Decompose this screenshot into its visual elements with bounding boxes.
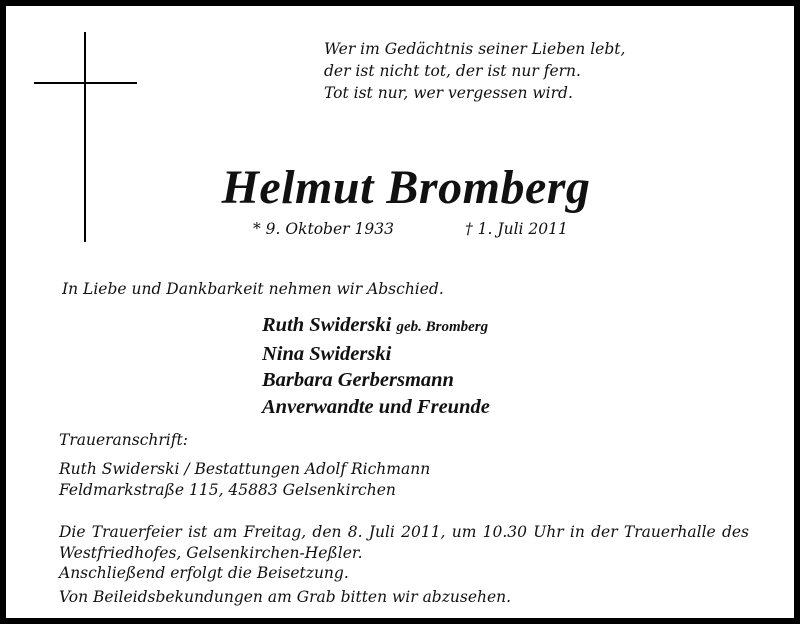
cross-icon-horizontal-bar xyxy=(34,82,137,84)
mourner-entry xyxy=(262,367,490,394)
mourning-address xyxy=(59,459,430,501)
deceased-name: Helmut Bromberg xyxy=(221,161,591,214)
epigraph-line: Tot ist nur, wer vergessen wird. xyxy=(324,84,573,102)
address-line: Ruth Swiderski / Bestattungen Adolf Richmann xyxy=(59,460,431,478)
mourner-name: Nina Swiderski xyxy=(262,342,392,365)
epigraph-line: Wer im Gedächtnis seiner Lieben lebt, xyxy=(324,40,626,58)
epigraph xyxy=(324,38,625,104)
mourner-list xyxy=(262,312,490,420)
service-line: Anschließend erfolgt die Beisetzung. xyxy=(59,564,349,582)
mourner-entry xyxy=(262,394,490,421)
address-line: Feldmarkstraße 115, 45883 Gelsenkirchen xyxy=(59,481,396,499)
address-label: Traueranschrift: xyxy=(59,431,188,449)
mourner-maiden-name: geb. Bromberg xyxy=(396,319,489,335)
funeral-service-info xyxy=(59,522,749,584)
birth-date: * 9. Oktober 1933 xyxy=(253,220,394,238)
closing-line: Von Beileidsbekundungen am Grab bitten wir abzusehen. xyxy=(59,588,512,606)
mourner-entry xyxy=(262,312,490,341)
service-line: Westfriedhofes, Gelsenkirchen-Heßler. xyxy=(59,543,363,562)
mourner-name: Anverwandte und Freunde xyxy=(262,395,490,418)
farewell-line: In Liebe und Dankbarkeit nehmen wir Abschied. xyxy=(62,280,444,298)
death-date: † 1. Juli 2011 xyxy=(465,220,568,238)
epigraph-line: der ist nicht tot, der ist nur fern. xyxy=(324,62,581,80)
mourner-name: Ruth Swiderski xyxy=(262,314,392,336)
mourner-name: Barbara Gerbersmann xyxy=(262,369,454,391)
mourner-entry xyxy=(262,341,490,368)
service-line: Die Trauerfeier ist am Freitag, den 8. Juli 2011, um 10.30 Uhr in der Trauerhalle des xyxy=(59,523,749,541)
